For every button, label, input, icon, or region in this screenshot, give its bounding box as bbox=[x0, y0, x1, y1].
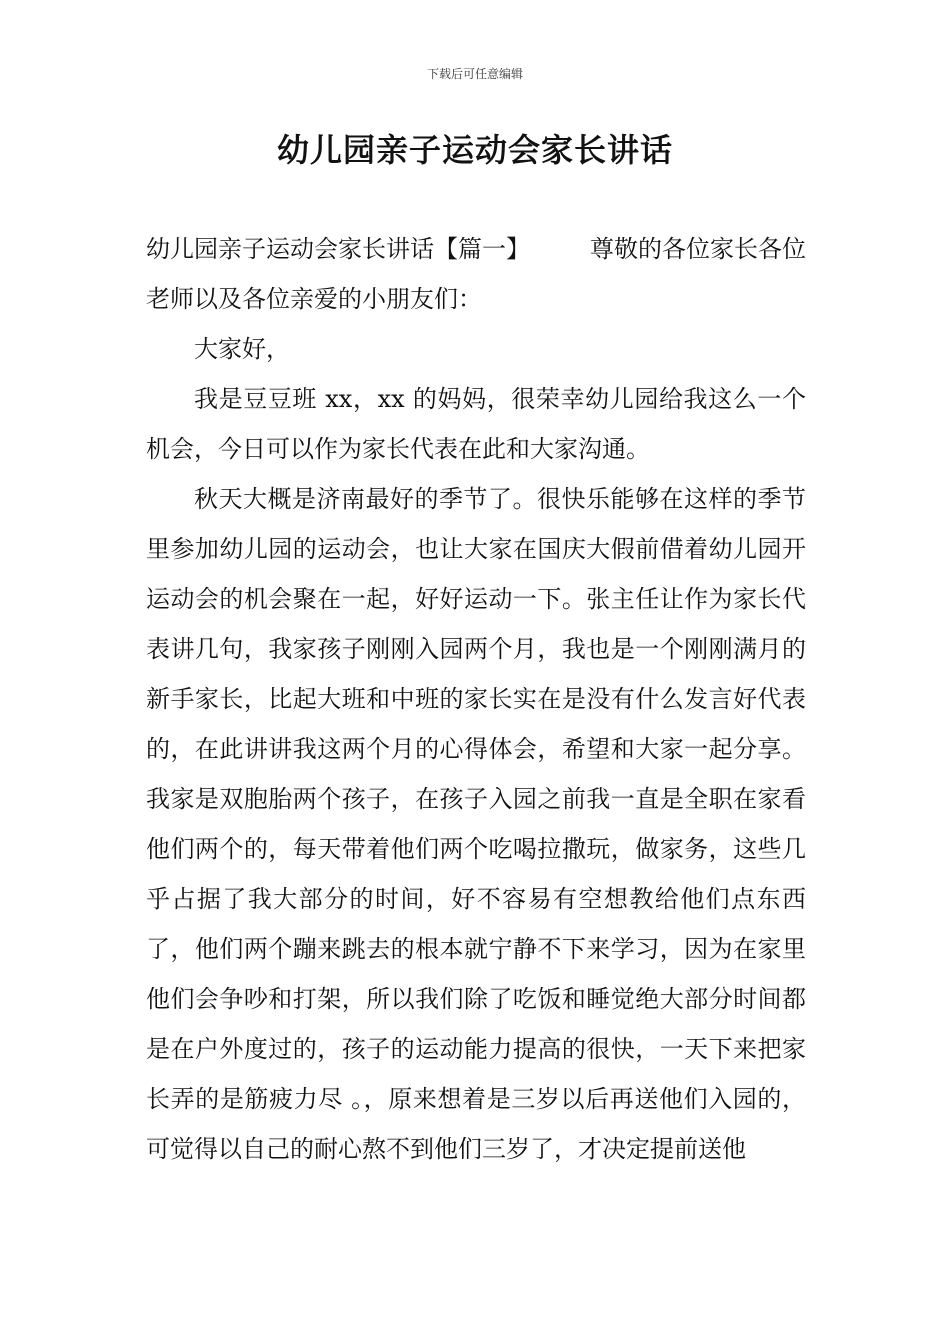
main-paragraph: 秋天大概是济南最好的季节了。很快乐能够在这样的季节里参加幼儿园的运动会，也让大家在国庆大假前借着幼儿园开运动会的机会聚在一起，好好运动一下。张主任让作为家长代表讲几句，我家孩子刚刚入园两个月，我也是一个刚刚满月的新手家长，比起大班和中班的家长实在是没有什么发言好代表的，在此讲讲我这两个月的心得体会，希望和大家一起分享。 我家是双胞胎两个孩子，在孩子入园之前我一直是全职在家看他们两个的，每天带着他们两个吃喝拉撒玩，做家务，这些几乎占据了我大部分的时间，好不容易有空想教给他们点东西了，他们两个蹦来跳去的根本就宁静不下来学习，因为在家里他们会争吵和打架，所以我们除了吃饭和睡觉绝大部分时间都是在户外度过的，孩子的运动能力提高的很快，一天下来把家长弄的是筋疲力尽 。，原来想着是三岁以后再送他们入园的，可觉得以自己的耐心熬不到他们三岁了，才决定提前送他 bbox=[146, 485, 806, 1163]
document-title: 幼儿园亲子运动会家长讲话 bbox=[276, 131, 673, 169]
document-body bbox=[146, 224, 806, 1174]
greeting-paragraph: 大家好， bbox=[194, 335, 290, 363]
header-note: 下载后可任意编辑 bbox=[426, 67, 523, 81]
self-introduction-paragraph: 我是豆豆班 xx，xx 的妈妈，很荣幸幼儿园给我这么一个机会，今日可以作为家长代表在此和大家沟通。 bbox=[146, 385, 806, 463]
intro-paragraph bbox=[146, 224, 806, 324]
salutation: 尊敬的各位家长各位老师以及各位亲爱的小朋友们： bbox=[146, 235, 806, 313]
section-heading: 幼儿园亲子运动会家长讲话【篇一】 bbox=[146, 235, 530, 263]
